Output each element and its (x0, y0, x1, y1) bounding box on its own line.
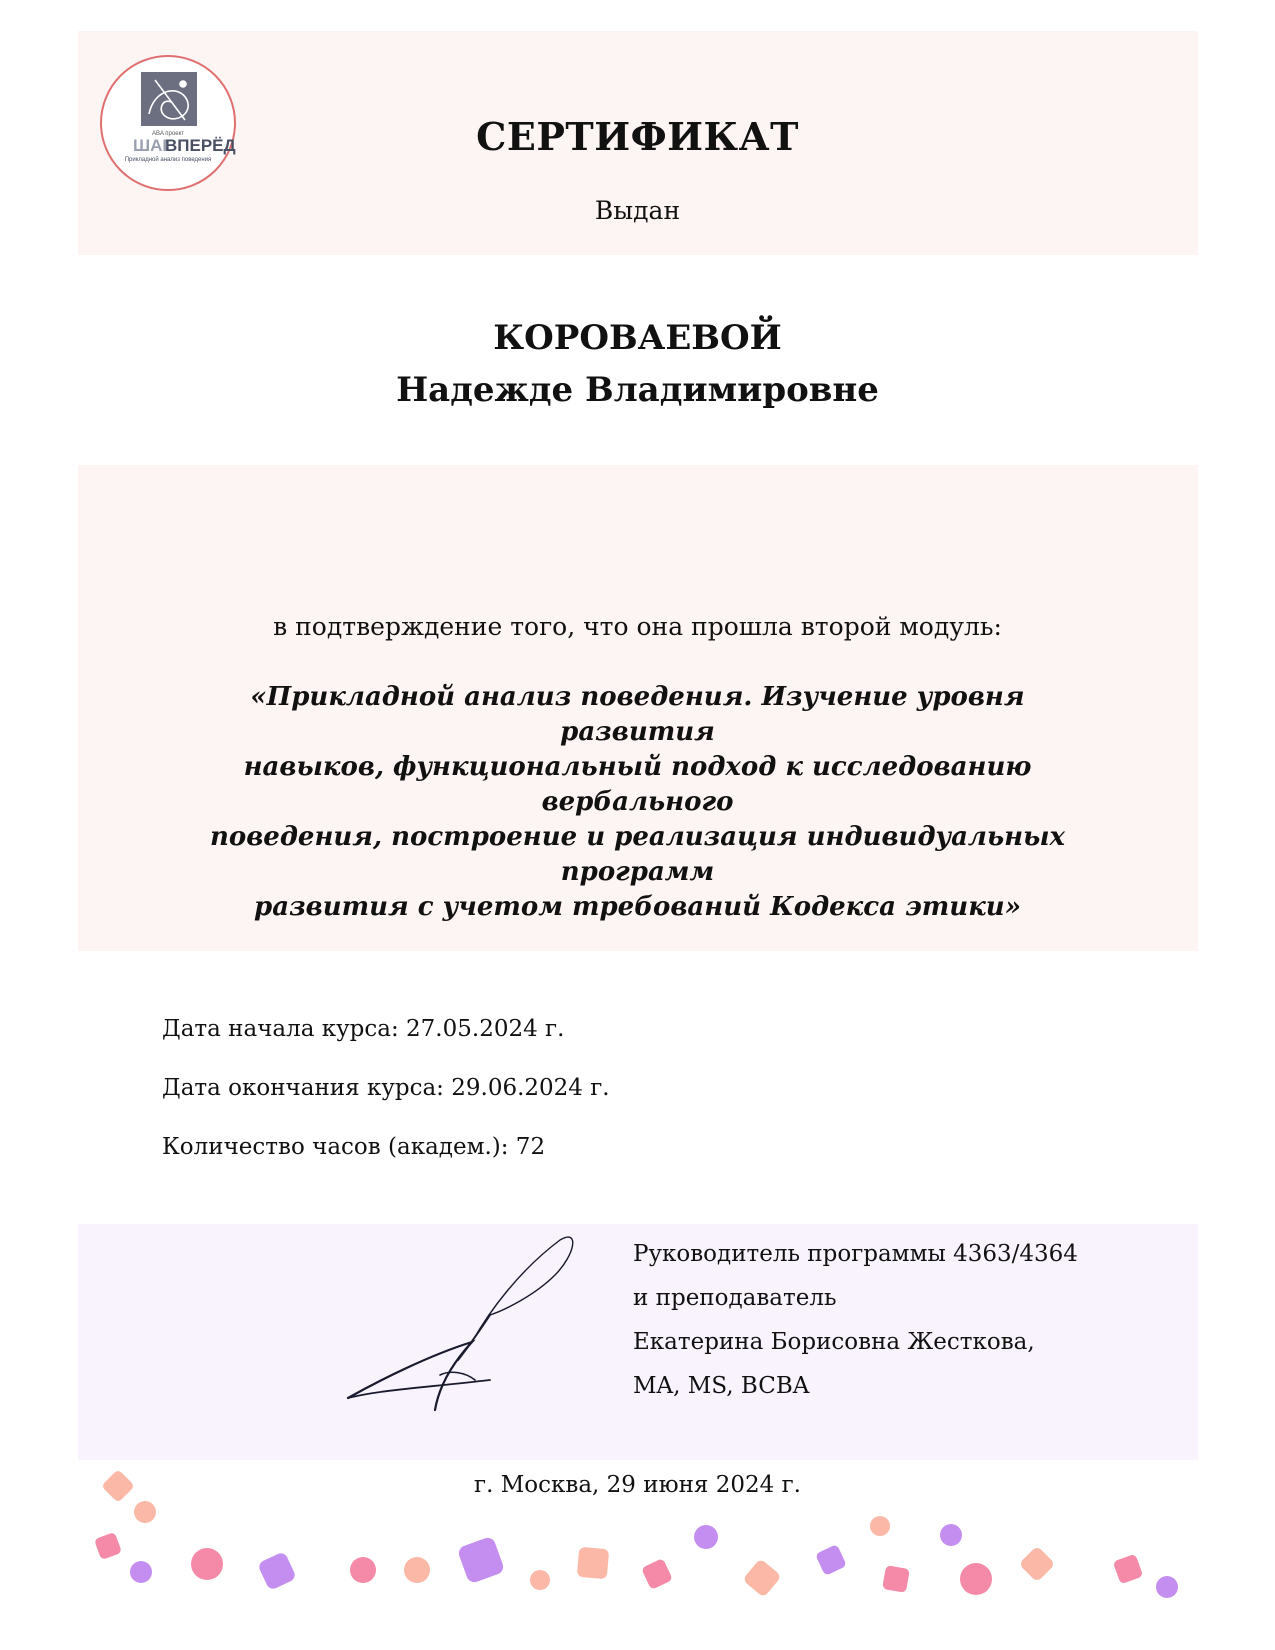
place-and-date: г. Москва, 29 июня 2024 г. (474, 1472, 801, 1498)
signer-role: Руководитель программы 4363/4364 (633, 1241, 1078, 1267)
course-end-date: Дата окончания курса: 29.06.2024 г. (162, 1075, 610, 1101)
course-start-date: Дата начала курса: 27.05.2024 г. (162, 1016, 565, 1042)
signer-role-2: и преподаватель (633, 1285, 837, 1311)
recipient-surname: КОРОВАЕВОЙ (493, 318, 782, 358)
logo-line1: ABA проект (151, 131, 185, 137)
course-title-line: «Прикладной анализ поведения. Изучение уровня развития (250, 682, 1025, 747)
course-title (170, 680, 1105, 925)
logo-line2b: ВПЕРЁД (165, 136, 236, 155)
signer-credentials: MA, MS, BCBA (633, 1373, 810, 1399)
recipient-given-names: Надежде Владимировне (396, 370, 879, 410)
logo-line2a: ШАГ (133, 136, 172, 155)
course-title-line: развития с учетом требований Кодекса этики» (254, 892, 1021, 922)
course-hours: Количество часов (академ.): 72 (162, 1134, 546, 1160)
confirmation-text: в подтверждение того, что она прошла второй модуль: (273, 612, 1002, 641)
signer-name: Екатерина Борисовна Жесткова, (633, 1329, 1035, 1355)
course-title-line: навыков, функциональный подход к исследованию вербального (243, 752, 1032, 817)
certificate-title: СЕРТИФИКАТ (476, 114, 799, 159)
logo-line3: Прикладной анализ поведения (124, 157, 212, 163)
confetti-decoration (0, 1460, 1275, 1650)
issued-label: Выдан (594, 196, 681, 225)
handwritten-signature (340, 1230, 610, 1420)
course-title-line: поведения, построение и реализация индивидуальных программ (209, 822, 1066, 887)
